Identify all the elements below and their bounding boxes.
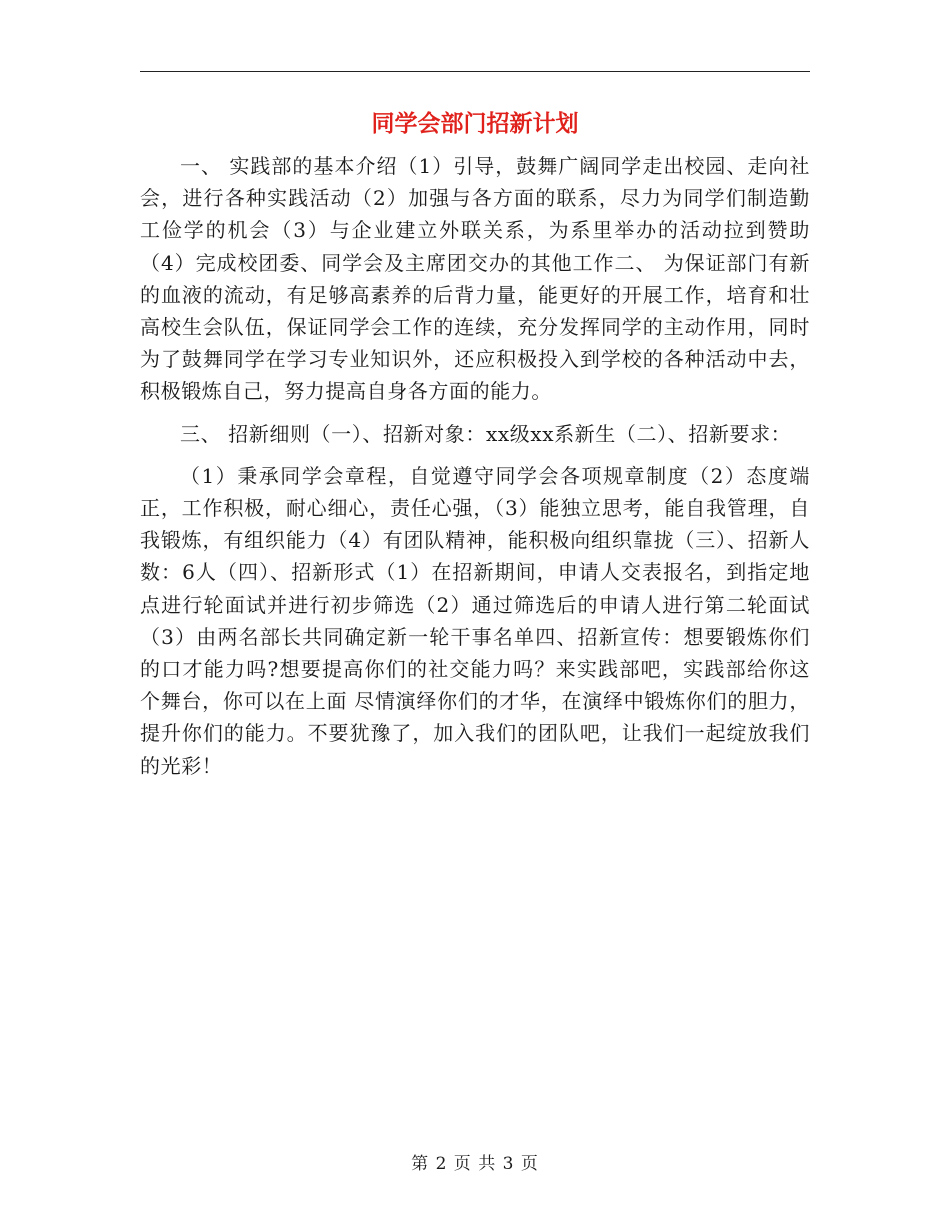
document-body [140, 150, 810, 792]
body-paragraph: （1）秉承同学会章程，自觉遵守同学会各项规章制度（2）态度端正，工作积极，耐心细心，责任心强，（3）能独立思考，能自我管理，自我锻炼，有组织能力（4）有团队精神，能积极向组织靠拢（三）、招新人数：6人（四）、招新形式（1）在招新期间，申请人交表报名，到指定地点进行轮面试并进行初步筛选（2）通过筛选后的申请人进行第二轮面试（3）由两名部长共同确定新一轮干事名单四、招新宣传：想要锻炼你们的口才能力吗?想要提高你们的社交能力吗？来实践部吧，实践部给你这个舞台，你可以在上面 尽情演绎你们的才华，在演绎中锻炼你们的胆力，提升你们的能力。不要犹豫了，加入我们的团队吧，让我们一起绽放我们的光彩！ [140, 463, 810, 778]
document-title: 同学会部门招新计划 [371, 110, 579, 137]
page-number: 第 2 页 共 3 页 [411, 1154, 539, 1174]
body-paragraph: 一、 实践部的基本介绍（1）引导，鼓舞广阔同学走出校园、走向社会，进行各种实践活动（2）加强与各方面的联系，尽力为同学们制造勤工俭学的机会（3）与企业建立外联关系，为系里举办的活动拉到赞助（4）完成校团委、同学会及主席团交办的其他工作二、 为保证部门有新的血液的流动，有足够高素养的后背力量，能更好的开展工作，培育和壮高校生会队伍，保证同学会工作的连续，充分发挥同学的主动作用，同时为了鼓舞同学在学习专业知识外，还应积极投入到学校的各种活动中去，积极锻炼自己，努力提高自身各方面的能力。 [140, 154, 810, 404]
header-rule [140, 71, 810, 72]
body-paragraph: 三、 招新细则（一）、招新对象：xx级xx系新生（二）、招新要求： [180, 421, 792, 446]
